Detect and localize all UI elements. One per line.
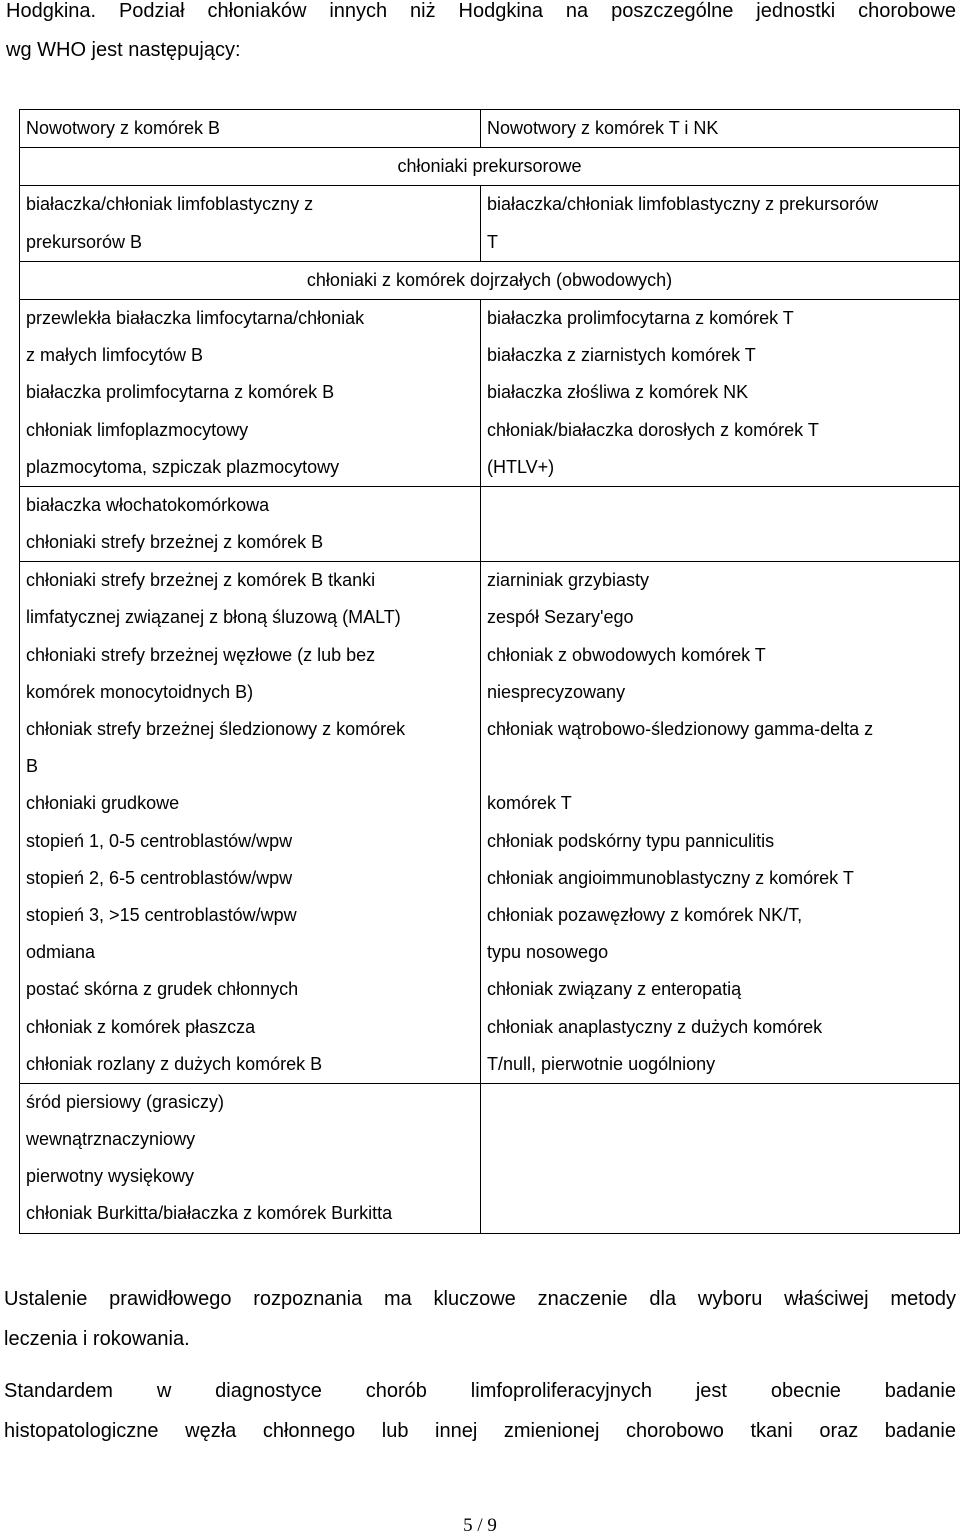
diagnosis-line-1: Ustalenie prawidłowego rozpoznania ma kluczowe znaczenie dla wyboru właściwej metody [4, 1288, 956, 1310]
table-row [20, 1083, 960, 1233]
cell-line: chłoniak strefy brzeżnej śledzionowy z komórek [26, 719, 406, 740]
cell-line: stopień 2, 6-5 centroblastów/wpw [26, 867, 293, 888]
cell-line: chłoniak z obwodowych komórek T [487, 644, 766, 665]
cell-line: białaczka/chłoniak limfoblastyczny z prekursorów [487, 194, 879, 215]
cell-line: białaczka prolimfocytarna z komórek B [26, 382, 335, 403]
mature-t-block-3 [481, 562, 960, 1084]
precursor-b-cell [20, 186, 481, 261]
precursor-t-cell [481, 186, 960, 261]
header-b-cells: Nowotwory z komórek B [20, 110, 481, 148]
cell-line: z małych limfocytów B [26, 345, 204, 366]
mature-b-block-3 [20, 562, 481, 1084]
cell-line: chłoniak angioimmunoblastyczny z komórek T [487, 867, 854, 888]
cell-line: przewlekła białaczka limfocytarna/chłoniak [26, 307, 365, 328]
table-row [20, 299, 960, 486]
cell-line: chłoniak związany z enteropatią [487, 979, 742, 1000]
cell-line: ziarniniak grzybiasty [487, 570, 650, 591]
standard-paragraph [4, 1371, 956, 1451]
cell-line: chłoniak pozawęzłowy z komórek NK/T, [487, 904, 803, 925]
mature-b-block-1 [20, 299, 481, 486]
section-mature-title: chłoniaki z komórek dojrzałych (obwodowych) [20, 261, 960, 299]
section-row [20, 261, 960, 299]
cell-line: chłoniaki strefy brzeżnej z komórek B tkanki [26, 570, 376, 591]
cell-line: chłoniaki strefy brzeżnej węzłowe (z lub bez [26, 644, 376, 665]
cell-line: białaczka z ziarnistych komórek T [487, 345, 756, 366]
diagnosis-paragraph [4, 1279, 956, 1359]
table-row [20, 486, 960, 561]
cell-line: odmiana [26, 942, 96, 963]
cell-line: limfatycznej związanej z błoną śluzową (MALT) [26, 607, 401, 628]
cell-line: chłoniak anaplastyczny z dużych komórek [487, 1016, 823, 1037]
mature-b-block-4 [20, 1083, 481, 1233]
standard-line-1: Standardem w diagnostyce chorób limfoproliferacyjnych jest obecnie badanie [4, 1380, 956, 1402]
cell-line: zespół Sezary'ego [487, 607, 634, 628]
cell-line: śród piersiowy (grasiczy) [26, 1091, 225, 1112]
cell-line: niesprecyzowany [487, 681, 626, 702]
cell-line: chłoniak rozlany z dużych komórek B [26, 1053, 323, 1074]
cell-line: chłoniak/białaczka dorosłych z komórek T [487, 419, 819, 440]
intro-line-2: wg WHO jest następujący: [6, 39, 241, 61]
diagnosis-line-2: leczenia i rokowania. [4, 1328, 190, 1350]
cell-line: białaczka złośliwa z komórek NK [487, 382, 749, 403]
page-number: 5 / 9 [463, 1515, 497, 1536]
cell-line: chłoniaki grudkowe [26, 793, 180, 814]
standard-line-2: histopatologiczne węzła chłonnego lub innej zmienionej chorobowo tkani oraz badanie [4, 1420, 956, 1442]
cell-line: chłoniak limfoplazmocytowy [26, 419, 249, 440]
cell-line: chłoniak Burkitta/białaczka z komórek Burkitta [26, 1203, 393, 1224]
mature-b-block-2 [20, 486, 481, 561]
cell-line: typu nosowego [487, 942, 609, 963]
cell-line [487, 748, 953, 785]
cell-line: komórek T [487, 793, 572, 814]
who-classification-table [19, 109, 960, 1234]
intro-line-1: Hodgkina. Podział chłoniaków innych niż Hodgkina na poszczególne jednostki chorobowe [6, 0, 956, 22]
table-header-row [20, 110, 960, 148]
cell-line: białaczka/chłoniak limfoblastyczny z [26, 194, 314, 215]
cell-line: T/null, pierwotnie uogólniony [487, 1053, 716, 1074]
section-precursor-title: chłoniaki prekursorowe [20, 148, 960, 186]
cell-line: chłoniak z komórek płaszcza [26, 1016, 256, 1037]
cell-line: białaczka prolimfocytarna z komórek T [487, 307, 794, 328]
header-t-nk-cells: Nowotwory z komórek T i NK [481, 110, 960, 148]
cell-line: chłoniak wątrobowo-śledzionowy gamma-delta z [487, 719, 874, 740]
cell-line: (HTLV+) [487, 456, 555, 477]
cell-line: wewnątrznaczyniowy [26, 1129, 196, 1150]
table-row [20, 186, 960, 261]
cell-line: T [487, 231, 498, 252]
cell-line: prekursorów B [26, 231, 143, 252]
mature-t-block-1 [481, 299, 960, 486]
cell-line: stopień 1, 0-5 centroblastów/wpw [26, 830, 293, 851]
intro-paragraph [6, 0, 956, 70]
cell-line: komórek monocytoidnych B) [26, 681, 254, 702]
cell-line: chłoniaki strefy brzeżnej z komórek B [26, 532, 324, 553]
cell-line: plazmocytoma, szpiczak plazmocytowy [26, 456, 340, 477]
cell-line: pierwotny wysiękowy [26, 1166, 195, 1187]
mature-t-block-2 [481, 486, 960, 561]
cell-line: B [26, 756, 39, 777]
cell-line: stopień 3, >15 centroblastów/wpw [26, 904, 297, 925]
mature-t-block-4 [481, 1083, 960, 1233]
cell-line: postać skórna z grudek chłonnych [26, 979, 299, 1000]
cell-line: chłoniak podskórny typu panniculitis [487, 830, 775, 851]
table-row [20, 562, 960, 1084]
cell-line: białaczka włochatokomórkowa [26, 494, 270, 515]
section-row [20, 148, 960, 186]
